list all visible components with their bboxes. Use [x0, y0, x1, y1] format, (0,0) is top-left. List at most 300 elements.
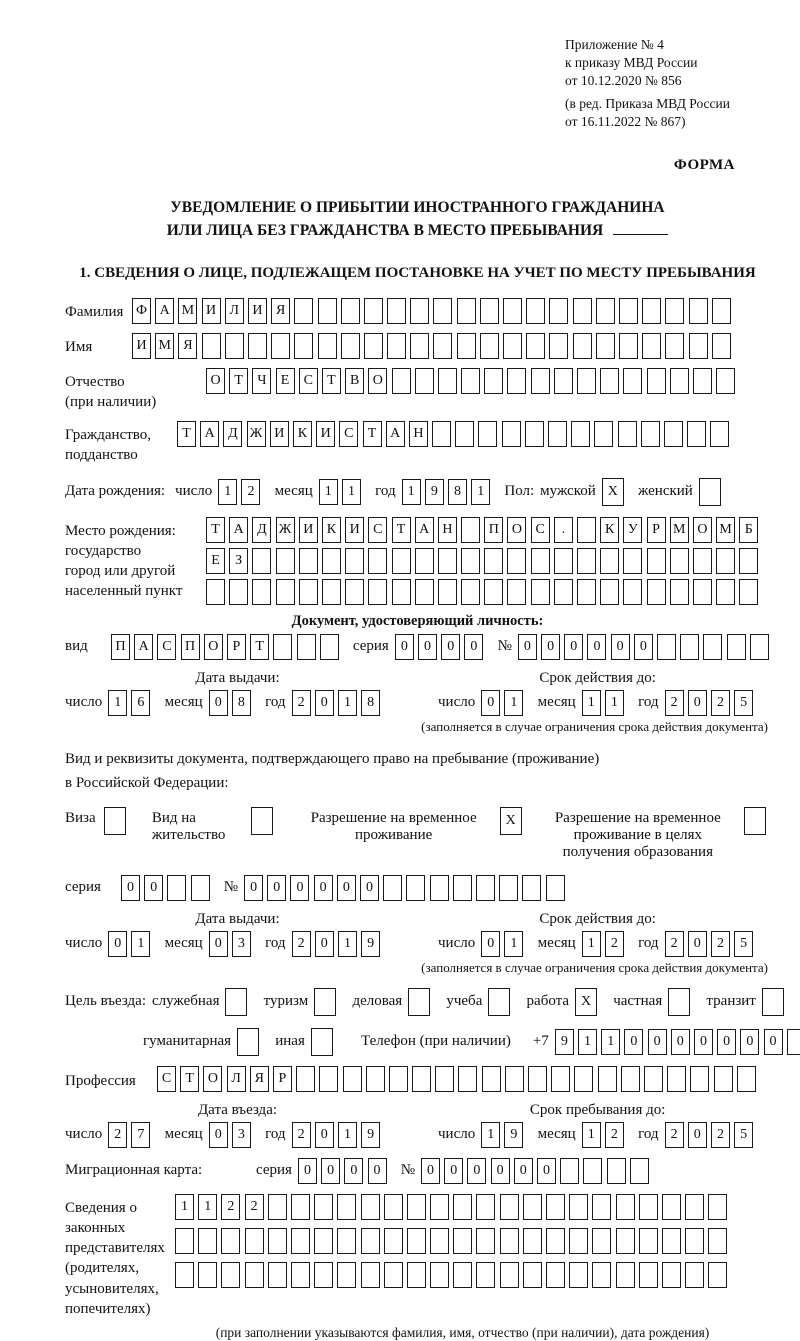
- form-cell[interactable]: 1: [582, 690, 601, 716]
- form-cell[interactable]: [314, 1194, 333, 1220]
- form-cell[interactable]: [245, 1262, 264, 1288]
- form-cell[interactable]: [461, 517, 480, 543]
- form-cell[interactable]: [750, 634, 769, 660]
- form-cell[interactable]: [600, 548, 619, 574]
- form-cell[interactable]: [571, 421, 590, 447]
- form-cell[interactable]: [667, 1066, 686, 1092]
- form-cell[interactable]: Р: [273, 1066, 292, 1092]
- form-cell[interactable]: [616, 1262, 635, 1288]
- form-cell[interactable]: Т: [363, 421, 382, 447]
- form-cell[interactable]: [221, 1262, 240, 1288]
- form-cell[interactable]: 2: [605, 1122, 624, 1148]
- form-cell[interactable]: 1: [578, 1029, 597, 1055]
- form-cell[interactable]: [639, 1194, 658, 1220]
- form-cell[interactable]: [573, 298, 592, 324]
- form-cell[interactable]: [251, 807, 273, 835]
- form-cell[interactable]: 5: [734, 931, 753, 957]
- form-cell[interactable]: [551, 1066, 570, 1092]
- form-cell[interactable]: [337, 1228, 356, 1254]
- form-cell[interactable]: [647, 579, 666, 605]
- form-cell[interactable]: 2: [108, 1122, 127, 1148]
- form-cell[interactable]: 0: [444, 1158, 463, 1184]
- form-cell[interactable]: [664, 421, 683, 447]
- form-cell[interactable]: [592, 1228, 611, 1254]
- form-cell[interactable]: [689, 298, 708, 324]
- form-cell[interactable]: [641, 421, 660, 447]
- form-cell[interactable]: [482, 1066, 501, 1092]
- form-cell[interactable]: [690, 1066, 709, 1092]
- form-cell[interactable]: [600, 368, 619, 394]
- form-cell[interactable]: О: [206, 368, 225, 394]
- form-cell[interactable]: [507, 368, 526, 394]
- form-cell[interactable]: [297, 634, 316, 660]
- form-cell[interactable]: [175, 1262, 194, 1288]
- form-cell[interactable]: [523, 1194, 542, 1220]
- form-cell[interactable]: [739, 579, 758, 605]
- form-cell[interactable]: 0: [624, 1029, 643, 1055]
- form-cell[interactable]: [727, 634, 746, 660]
- form-cell[interactable]: [737, 1066, 756, 1092]
- form-cell[interactable]: [670, 579, 689, 605]
- form-cell[interactable]: [693, 579, 712, 605]
- form-cell[interactable]: 0: [514, 1158, 533, 1184]
- form-cell[interactable]: 0: [694, 1029, 713, 1055]
- form-cell[interactable]: [314, 1228, 333, 1254]
- form-cell[interactable]: 0: [441, 634, 460, 660]
- form-cell[interactable]: [505, 1066, 524, 1092]
- form-cell[interactable]: Я: [250, 1066, 269, 1092]
- form-cell[interactable]: [739, 548, 758, 574]
- form-cell[interactable]: [415, 368, 434, 394]
- form-cell[interactable]: Ч: [252, 368, 271, 394]
- form-cell[interactable]: [291, 1228, 310, 1254]
- form-cell[interactable]: [455, 421, 474, 447]
- form-cell[interactable]: [787, 1029, 800, 1055]
- form-cell[interactable]: С: [299, 368, 318, 394]
- form-cell[interactable]: 8: [361, 690, 380, 716]
- form-cell[interactable]: 0: [537, 1158, 556, 1184]
- form-cell[interactable]: [708, 1262, 727, 1288]
- form-cell[interactable]: 7: [131, 1122, 150, 1148]
- form-cell[interactable]: [361, 1194, 380, 1220]
- form-cell[interactable]: [569, 1228, 588, 1254]
- form-cell[interactable]: 9: [361, 931, 380, 957]
- form-cell[interactable]: [546, 1228, 565, 1254]
- form-cell[interactable]: [526, 333, 545, 359]
- form-cell[interactable]: [202, 333, 221, 359]
- form-cell[interactable]: [415, 579, 434, 605]
- form-cell[interactable]: [484, 579, 503, 605]
- form-cell[interactable]: [252, 548, 271, 574]
- form-cell[interactable]: [480, 298, 499, 324]
- form-cell[interactable]: [345, 548, 364, 574]
- form-cell[interactable]: Ж: [247, 421, 266, 447]
- form-cell[interactable]: 3: [232, 1122, 251, 1148]
- form-cell[interactable]: [500, 1194, 519, 1220]
- form-cell[interactable]: [623, 579, 642, 605]
- form-cell[interactable]: [268, 1228, 287, 1254]
- form-cell[interactable]: [341, 333, 360, 359]
- form-cell[interactable]: [410, 298, 429, 324]
- form-cell[interactable]: 1: [108, 690, 127, 716]
- form-cell[interactable]: [430, 1262, 449, 1288]
- form-cell[interactable]: [569, 1194, 588, 1220]
- form-cell[interactable]: [104, 807, 126, 835]
- form-cell[interactable]: [392, 579, 411, 605]
- form-cell[interactable]: 0: [209, 1122, 228, 1148]
- form-cell[interactable]: [476, 1194, 495, 1220]
- form-cell[interactable]: 2: [711, 931, 730, 957]
- form-cell[interactable]: [665, 298, 684, 324]
- form-cell[interactable]: [268, 1194, 287, 1220]
- form-cell[interactable]: [476, 1228, 495, 1254]
- form-cell[interactable]: 2: [665, 931, 684, 957]
- form-cell[interactable]: 0: [360, 875, 379, 901]
- form-cell[interactable]: [600, 579, 619, 605]
- form-cell[interactable]: 9: [555, 1029, 574, 1055]
- form-cell[interactable]: 2: [665, 1122, 684, 1148]
- form-cell[interactable]: [623, 368, 642, 394]
- form-cell[interactable]: [546, 875, 565, 901]
- form-cell[interactable]: И: [248, 298, 267, 324]
- form-cell[interactable]: [337, 1194, 356, 1220]
- form-cell[interactable]: [639, 1262, 658, 1288]
- form-cell[interactable]: 2: [605, 931, 624, 957]
- form-cell[interactable]: [523, 1228, 542, 1254]
- form-cell[interactable]: 1: [338, 931, 357, 957]
- form-cell[interactable]: [708, 1194, 727, 1220]
- form-cell[interactable]: [435, 1066, 454, 1092]
- form-cell[interactable]: [364, 298, 383, 324]
- form-cell[interactable]: 1: [218, 479, 237, 505]
- form-cell[interactable]: 0: [321, 1158, 340, 1184]
- form-cell[interactable]: [461, 548, 480, 574]
- form-cell[interactable]: X: [500, 807, 522, 835]
- form-cell[interactable]: П: [484, 517, 503, 543]
- form-cell[interactable]: У: [623, 517, 642, 543]
- form-cell[interactable]: 0: [481, 931, 500, 957]
- form-cell[interactable]: 3: [232, 931, 251, 957]
- form-cell[interactable]: Л: [225, 298, 244, 324]
- form-cell[interactable]: [392, 548, 411, 574]
- form-cell[interactable]: [271, 333, 290, 359]
- form-cell[interactable]: [616, 1194, 635, 1220]
- form-cell[interactable]: X: [575, 988, 597, 1016]
- form-cell[interactable]: [438, 548, 457, 574]
- form-cell[interactable]: [430, 1228, 449, 1254]
- form-cell[interactable]: 2: [665, 690, 684, 716]
- form-cell[interactable]: [225, 988, 247, 1016]
- form-cell[interactable]: [662, 1262, 681, 1288]
- form-cell[interactable]: Е: [206, 548, 225, 574]
- form-cell[interactable]: [596, 298, 615, 324]
- form-cell[interactable]: [710, 421, 729, 447]
- form-cell[interactable]: И: [299, 517, 318, 543]
- form-cell[interactable]: Е: [276, 368, 295, 394]
- form-cell[interactable]: [383, 875, 402, 901]
- form-cell[interactable]: 2: [221, 1194, 240, 1220]
- form-cell[interactable]: [410, 333, 429, 359]
- form-cell[interactable]: М: [178, 298, 197, 324]
- form-cell[interactable]: [644, 1066, 663, 1092]
- form-cell[interactable]: [670, 548, 689, 574]
- form-cell[interactable]: [191, 875, 210, 901]
- form-cell[interactable]: [433, 298, 452, 324]
- form-cell[interactable]: [430, 875, 449, 901]
- form-cell[interactable]: [716, 579, 735, 605]
- form-cell[interactable]: [343, 1066, 362, 1092]
- form-cell[interactable]: [368, 579, 387, 605]
- form-cell[interactable]: 0: [344, 1158, 363, 1184]
- form-cell[interactable]: [574, 1066, 593, 1092]
- form-cell[interactable]: 0: [315, 931, 334, 957]
- form-cell[interactable]: [560, 1158, 579, 1184]
- form-cell[interactable]: [484, 548, 503, 574]
- form-cell[interactable]: 0: [144, 875, 163, 901]
- form-cell[interactable]: [245, 1228, 264, 1254]
- form-cell[interactable]: 2: [245, 1194, 264, 1220]
- form-cell[interactable]: [716, 548, 735, 574]
- form-cell[interactable]: А: [386, 421, 405, 447]
- form-cell[interactable]: 0: [688, 690, 707, 716]
- form-cell[interactable]: [662, 1194, 681, 1220]
- form-cell[interactable]: О: [204, 634, 223, 660]
- form-cell[interactable]: [592, 1262, 611, 1288]
- form-cell[interactable]: 2: [292, 931, 311, 957]
- form-cell[interactable]: 0: [421, 1158, 440, 1184]
- form-cell[interactable]: [577, 517, 596, 543]
- form-cell[interactable]: Р: [647, 517, 666, 543]
- form-cell[interactable]: Т: [206, 517, 225, 543]
- form-cell[interactable]: П: [111, 634, 130, 660]
- form-cell[interactable]: [716, 368, 735, 394]
- form-cell[interactable]: [712, 298, 731, 324]
- form-cell[interactable]: 0: [315, 1122, 334, 1148]
- form-cell[interactable]: 8: [232, 690, 251, 716]
- form-cell[interactable]: Б: [739, 517, 758, 543]
- form-cell[interactable]: 2: [711, 690, 730, 716]
- form-cell[interactable]: [453, 1228, 472, 1254]
- form-cell[interactable]: А: [155, 298, 174, 324]
- form-cell[interactable]: И: [316, 421, 335, 447]
- form-cell[interactable]: 0: [298, 1158, 317, 1184]
- form-cell[interactable]: [453, 1262, 472, 1288]
- form-cell[interactable]: 0: [764, 1029, 783, 1055]
- form-cell[interactable]: 1: [319, 479, 338, 505]
- form-cell[interactable]: [573, 333, 592, 359]
- form-cell[interactable]: 1: [582, 931, 601, 957]
- form-cell[interactable]: [503, 333, 522, 359]
- form-cell[interactable]: С: [531, 517, 550, 543]
- form-cell[interactable]: 0: [209, 690, 228, 716]
- form-cell[interactable]: [618, 421, 637, 447]
- form-cell[interactable]: 1: [338, 1122, 357, 1148]
- form-cell[interactable]: Т: [177, 421, 196, 447]
- form-cell[interactable]: Т: [392, 517, 411, 543]
- form-cell[interactable]: [407, 1194, 426, 1220]
- form-cell[interactable]: [642, 333, 661, 359]
- form-cell[interactable]: 1: [175, 1194, 194, 1220]
- form-cell[interactable]: [549, 333, 568, 359]
- form-cell[interactable]: [762, 988, 784, 1016]
- form-cell[interactable]: [387, 333, 406, 359]
- form-cell[interactable]: [744, 807, 766, 835]
- form-cell[interactable]: [548, 421, 567, 447]
- form-cell[interactable]: [687, 421, 706, 447]
- form-cell[interactable]: [592, 1194, 611, 1220]
- form-cell[interactable]: [268, 1262, 287, 1288]
- form-cell[interactable]: 9: [361, 1122, 380, 1148]
- form-cell[interactable]: [206, 579, 225, 605]
- form-cell[interactable]: 0: [121, 875, 140, 901]
- form-cell[interactable]: [453, 875, 472, 901]
- form-cell[interactable]: [598, 1066, 617, 1092]
- form-cell[interactable]: [276, 579, 295, 605]
- form-cell[interactable]: [528, 1066, 547, 1092]
- form-cell[interactable]: 0: [688, 931, 707, 957]
- form-cell[interactable]: [291, 1262, 310, 1288]
- form-cell[interactable]: [384, 1262, 403, 1288]
- form-cell[interactable]: 0: [564, 634, 583, 660]
- form-cell[interactable]: [523, 1262, 542, 1288]
- form-cell[interactable]: 0: [541, 634, 560, 660]
- form-cell[interactable]: 0: [290, 875, 309, 901]
- form-cell[interactable]: [311, 1028, 333, 1056]
- form-cell[interactable]: [167, 875, 186, 901]
- form-cell[interactable]: 2: [241, 479, 260, 505]
- form-cell[interactable]: 0: [587, 634, 606, 660]
- form-cell[interactable]: М: [155, 333, 174, 359]
- form-cell[interactable]: [476, 1262, 495, 1288]
- form-cell[interactable]: [526, 298, 545, 324]
- form-cell[interactable]: [525, 421, 544, 447]
- form-cell[interactable]: [361, 1262, 380, 1288]
- form-cell[interactable]: 1: [601, 1029, 620, 1055]
- form-cell[interactable]: Я: [271, 298, 290, 324]
- form-cell[interactable]: [318, 333, 337, 359]
- form-cell[interactable]: [546, 1194, 565, 1220]
- form-cell[interactable]: [647, 548, 666, 574]
- form-cell[interactable]: [500, 1228, 519, 1254]
- form-cell[interactable]: 9: [425, 479, 444, 505]
- form-cell[interactable]: М: [670, 517, 689, 543]
- form-cell[interactable]: [294, 298, 313, 324]
- form-cell[interactable]: И: [270, 421, 289, 447]
- form-cell[interactable]: 2: [711, 1122, 730, 1148]
- form-cell[interactable]: [322, 579, 341, 605]
- form-cell[interactable]: [221, 1228, 240, 1254]
- form-cell[interactable]: [225, 333, 244, 359]
- form-cell[interactable]: [699, 478, 721, 506]
- form-cell[interactable]: [406, 875, 425, 901]
- form-cell[interactable]: 0: [209, 931, 228, 957]
- form-cell[interactable]: [389, 1066, 408, 1092]
- form-cell[interactable]: 1: [131, 931, 150, 957]
- form-cell[interactable]: [500, 1262, 519, 1288]
- form-cell[interactable]: [366, 1066, 385, 1092]
- form-cell[interactable]: [647, 368, 666, 394]
- form-cell[interactable]: [175, 1228, 194, 1254]
- form-cell[interactable]: [476, 875, 495, 901]
- form-cell[interactable]: [531, 548, 550, 574]
- form-cell[interactable]: [680, 634, 699, 660]
- form-cell[interactable]: 1: [582, 1122, 601, 1148]
- form-cell[interactable]: [502, 421, 521, 447]
- form-cell[interactable]: 0: [740, 1029, 759, 1055]
- form-cell[interactable]: Т: [180, 1066, 199, 1092]
- form-cell[interactable]: [554, 368, 573, 394]
- form-cell[interactable]: [619, 333, 638, 359]
- form-cell[interactable]: [458, 1066, 477, 1092]
- form-cell[interactable]: [384, 1228, 403, 1254]
- form-cell[interactable]: К: [600, 517, 619, 543]
- form-cell[interactable]: [689, 333, 708, 359]
- form-cell[interactable]: 1: [342, 479, 361, 505]
- form-cell[interactable]: Н: [409, 421, 428, 447]
- form-cell[interactable]: [577, 548, 596, 574]
- form-cell[interactable]: Н: [438, 517, 457, 543]
- form-cell[interactable]: [522, 875, 541, 901]
- form-cell[interactable]: 0: [717, 1029, 736, 1055]
- form-cell[interactable]: [319, 1066, 338, 1092]
- form-cell[interactable]: [503, 298, 522, 324]
- form-cell[interactable]: [665, 333, 684, 359]
- form-cell[interactable]: М: [716, 517, 735, 543]
- form-cell[interactable]: 1: [198, 1194, 217, 1220]
- form-cell[interactable]: [273, 634, 292, 660]
- form-cell[interactable]: Р: [227, 634, 246, 660]
- form-cell[interactable]: [387, 298, 406, 324]
- form-cell[interactable]: Т: [229, 368, 248, 394]
- form-cell[interactable]: 0: [611, 634, 630, 660]
- form-cell[interactable]: 0: [671, 1029, 690, 1055]
- form-cell[interactable]: [712, 333, 731, 359]
- form-cell[interactable]: [703, 634, 722, 660]
- form-cell[interactable]: 0: [634, 634, 653, 660]
- form-cell[interactable]: [320, 634, 339, 660]
- form-cell[interactable]: [714, 1066, 733, 1092]
- form-cell[interactable]: [314, 1262, 333, 1288]
- form-cell[interactable]: [619, 298, 638, 324]
- form-cell[interactable]: А: [200, 421, 219, 447]
- form-cell[interactable]: [531, 579, 550, 605]
- form-cell[interactable]: 0: [481, 690, 500, 716]
- form-cell[interactable]: 0: [315, 690, 334, 716]
- form-cell[interactable]: [296, 1066, 315, 1092]
- form-cell[interactable]: 0: [108, 931, 127, 957]
- form-cell[interactable]: О: [203, 1066, 222, 1092]
- form-cell[interactable]: И: [132, 333, 151, 359]
- form-cell[interactable]: В: [345, 368, 364, 394]
- form-cell[interactable]: 0: [491, 1158, 510, 1184]
- form-cell[interactable]: [430, 1194, 449, 1220]
- form-cell[interactable]: [299, 548, 318, 574]
- form-cell[interactable]: [276, 548, 295, 574]
- form-cell[interactable]: 1: [504, 690, 523, 716]
- form-cell[interactable]: [577, 579, 596, 605]
- form-cell[interactable]: [577, 368, 596, 394]
- form-cell[interactable]: 1: [605, 690, 624, 716]
- form-cell[interactable]: [237, 1028, 259, 1056]
- form-cell[interactable]: 0: [337, 875, 356, 901]
- form-cell[interactable]: 0: [267, 875, 286, 901]
- form-cell[interactable]: [248, 333, 267, 359]
- form-cell[interactable]: 0: [688, 1122, 707, 1148]
- form-cell[interactable]: [345, 579, 364, 605]
- form-cell[interactable]: [507, 579, 526, 605]
- form-cell[interactable]: 9: [504, 1122, 523, 1148]
- form-cell[interactable]: 8: [448, 479, 467, 505]
